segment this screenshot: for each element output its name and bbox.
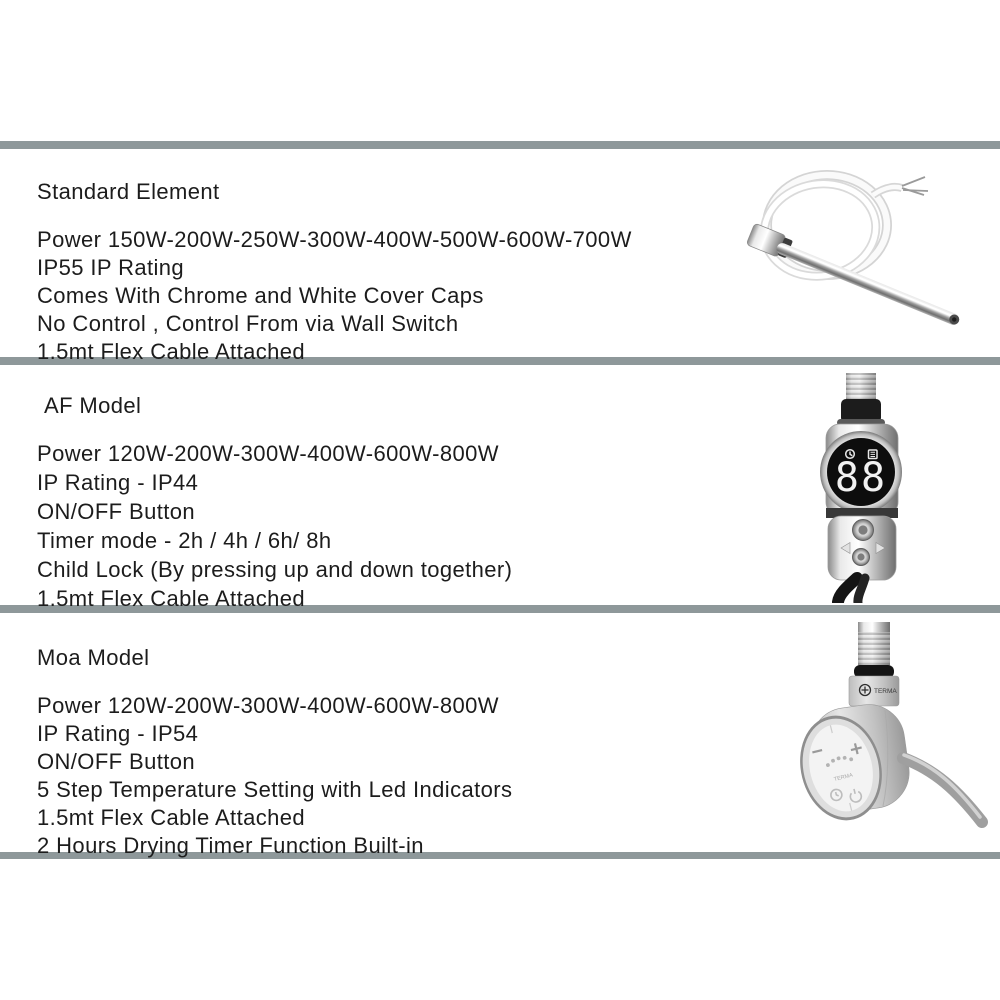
- wire-ends-icon: [902, 177, 928, 195]
- brand-mark: TERMA: [874, 688, 897, 695]
- spec-line: Timer mode - 2h / 4h / 6h/ 8h: [37, 527, 332, 553]
- section-standard-element: [37, 160, 632, 366]
- face-brand-mark: TERMA: [833, 772, 854, 783]
- af-model-photo: [785, 368, 965, 603]
- timer-button-center: [858, 525, 867, 534]
- spec-line: 1.5mt Flex Cable Attached: [37, 585, 306, 611]
- spec-line: 1.5mt Flex Cable Attached: [37, 339, 306, 365]
- spec-line: ON/OFF Button: [37, 749, 196, 775]
- spec-line: IP55 IP Rating: [37, 255, 185, 281]
- threaded-pipe: [846, 373, 876, 402]
- section-title: Standard Element: [37, 179, 220, 205]
- spec-line: 2 Hours Drying Timer Function Built-in: [37, 833, 424, 859]
- spec-line: Power 120W-200W-300W-400W-600W-800W: [37, 440, 499, 466]
- moa-model-photo: [785, 618, 1000, 843]
- section-title: Moa Model: [37, 645, 150, 671]
- spec-line: ON/OFF Button: [37, 498, 196, 524]
- spec-line: Comes With Chrome and White Cover Caps: [37, 283, 484, 309]
- spec-line: Power 150W-200W-250W-300W-400W-500W-600W-700W: [37, 227, 632, 253]
- spec-line: IP Rating - IP54: [37, 721, 199, 747]
- section-af-model: [37, 374, 512, 613]
- section-moa-model: [37, 626, 512, 860]
- threaded-pipe: [858, 622, 890, 668]
- spec-line: No Control , Control From via Wall Switch: [37, 311, 459, 337]
- section-title: AF Model: [44, 393, 142, 419]
- spec-line: IP Rating - IP44: [37, 469, 199, 495]
- spec-line: Power 120W-200W-300W-400W-600W-800W: [37, 693, 499, 719]
- spec-line: 5 Step Temperature Setting with Led Indicators: [37, 777, 513, 803]
- spec-line: Child Lock (By pressing up and down together): [37, 556, 513, 582]
- standard-element-photo: [705, 155, 995, 355]
- flex-cable: [903, 758, 982, 822]
- spec-line: 1.5mt Flex Cable Attached: [37, 805, 306, 831]
- power-button-center: [857, 553, 864, 560]
- divider-bar: [0, 141, 1000, 149]
- display-digits: 88: [834, 455, 888, 501]
